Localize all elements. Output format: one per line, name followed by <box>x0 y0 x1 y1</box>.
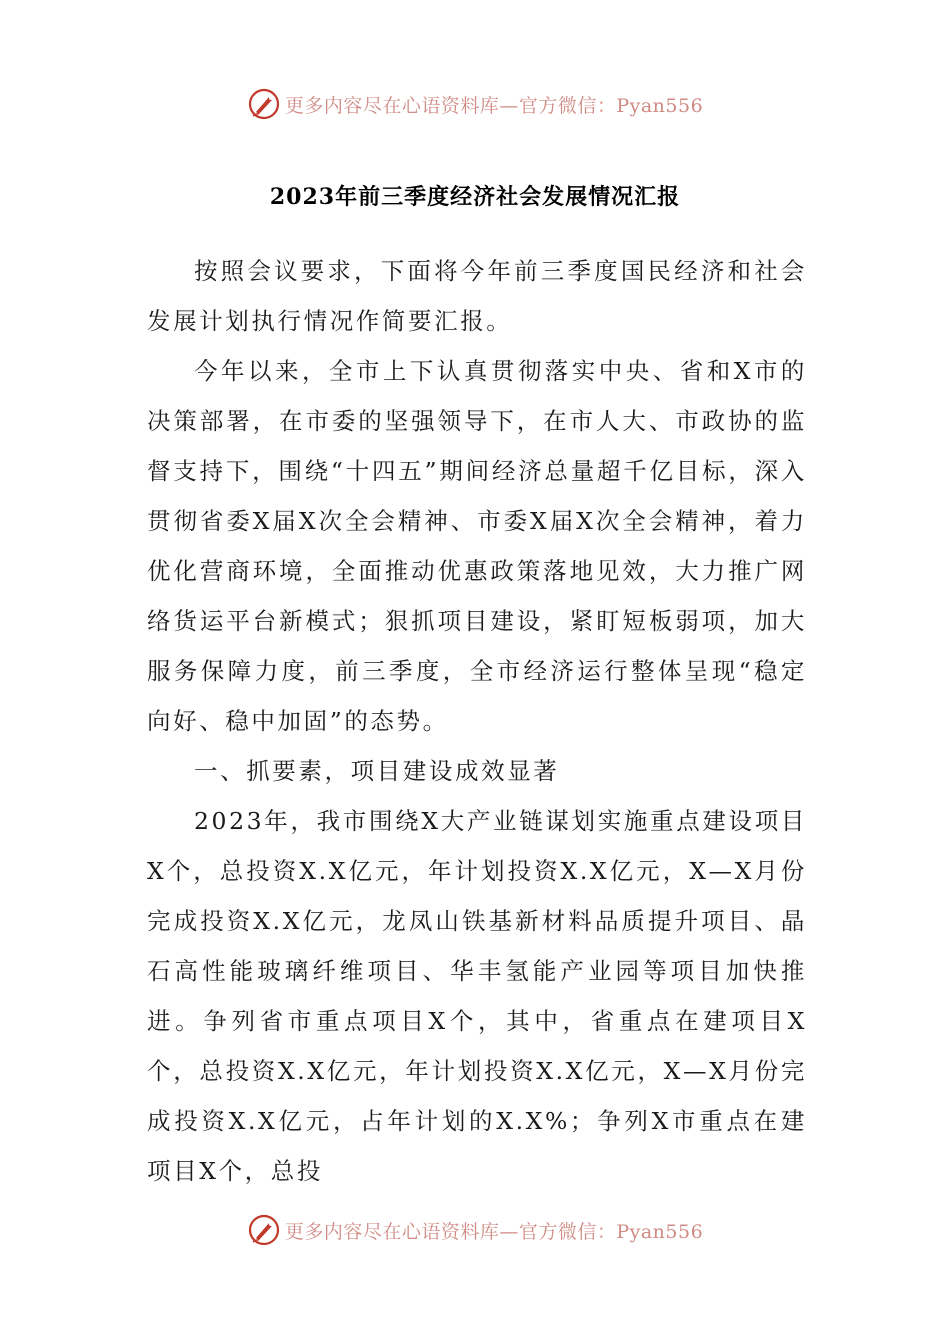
pen-circle-logo-icon <box>247 1213 281 1247</box>
document-title: 2023年前三季度经济社会发展情况汇报 <box>269 184 681 210</box>
paragraph-projects: 2023年，我市围绕X大产业链谋划实施重点建设项目X个，总投资X.X亿元，年计划投资X.X亿元，X—X月份完成投资X.X亿元，龙凤山铁基新材料品质提升项目、晶石高性能玻璃纤维项目、华丰氢能产业园等项目加快推进。争列省市重点项目X个，其中，省重点在建项目X个，总投资X.X亿元，年计划投资X.X亿元，X—X月份完成投资X.X亿元，占年计划的X.X%；争列X市重点在建项目X个，总投 <box>147 807 807 1185</box>
watermark-text-bottom: 更多内容尽在心语资料库—官方微信：Pyan556 <box>284 1220 704 1243</box>
paragraph-overview: 今年以来，全市上下认真贯彻落实中央、省和X市的决策部署，在市委的坚强领导下，在市人大、市政协的监督支持下，围绕“十四五”期间经济总量超千亿目标，深入贯彻省委X届X次全会精神、市委X届X次全会精神，着力优化营商环境，全面推动优惠政策落地见效，大力推广网络货运平台新模式；狠抓项目建设，紧盯短板弱项，加大服务保障力度，前三季度，全市经济运行整体呈现“稳定向好、稳中加固”的态势。 <box>147 357 807 735</box>
section-heading-1: 一、抓要素，项目建设成效显著 <box>194 757 560 785</box>
document-body <box>147 246 807 1196</box>
watermark-banner-top <box>0 84 950 124</box>
watermark-text-top: 更多内容尽在心语资料库—官方微信：Pyan556 <box>284 94 704 117</box>
paragraph-intro: 按照会议要求，下面将今年前三季度国民经济和社会发展计划执行情况作简要汇报。 <box>147 257 807 335</box>
watermark-banner-bottom <box>0 1210 950 1250</box>
pen-circle-logo-icon <box>247 87 281 121</box>
